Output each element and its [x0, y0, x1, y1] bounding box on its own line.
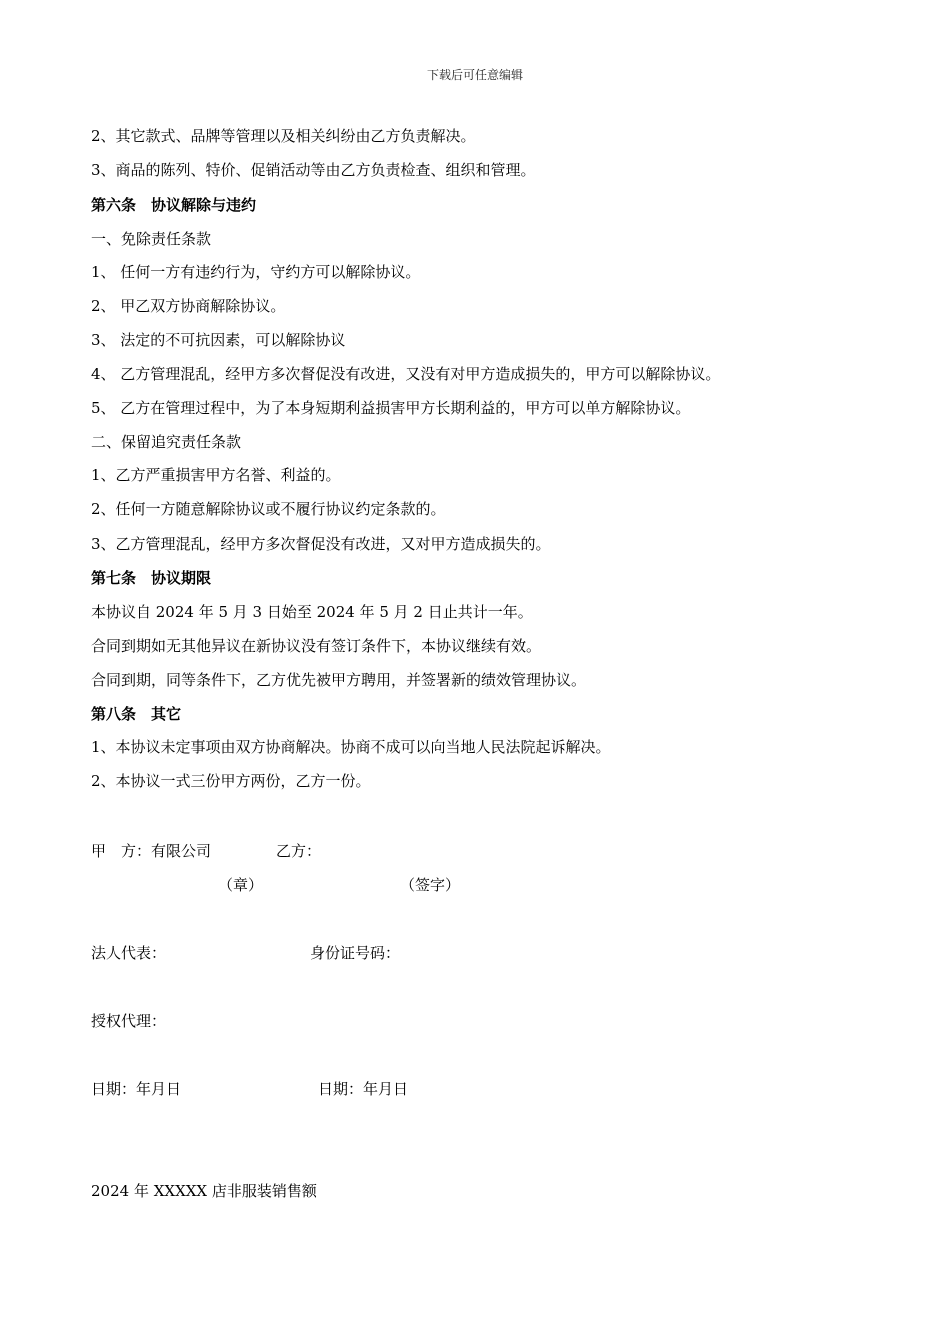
clause-line: 本协议自 2024 年 5 月 3 日始至 2024 年 5 月 2 日止共计一年。 — [91, 603, 533, 621]
clause-line: 2、 甲乙双方协商解除协议。 — [91, 297, 286, 315]
party-a-label: 甲 方：有限公司 — [91, 842, 212, 860]
clause-line: 1、本协议未定事项由双方协商解决。协商不成可以向当地人民法院起诉解决。 — [91, 738, 611, 756]
clause-line: 3、商品的陈列、特价、促销活动等由乙方负责检查、组织和管理。 — [91, 161, 536, 179]
id-number-label: 身份证号码： — [310, 944, 401, 962]
seal-label: （章） — [218, 876, 264, 894]
clause-line: 合同到期，同等条件下，乙方优先被甲方聘用，并签署新的绩效管理协议。 — [91, 671, 587, 689]
legal-rep-label: 法人代表： — [91, 944, 167, 962]
clause-line: 3、 法定的不可抗因素，可以解除协议 — [91, 331, 346, 349]
section-heading: 第七条 协议期限 — [91, 569, 212, 587]
clause-line: 2、任何一方随意解除协议或不履行协议约定条款的。 — [91, 500, 446, 518]
subsection-heading: 一、免除责任条款 — [91, 230, 212, 248]
page-header: 下载后可任意编辑 — [426, 68, 523, 82]
subsection-heading: 二、保留追究责任条款 — [91, 433, 242, 451]
clause-line: 4、 乙方管理混乱，经甲方多次督促没有改进，又没有对甲方造成损失的，甲方可以解除协议。 — [91, 365, 721, 383]
sign-label: （签字） — [400, 876, 461, 894]
clause-line: 合同到期如无其他异议在新协议没有签订条件下，本协议继续有效。 — [91, 637, 542, 655]
clause-line: 3、乙方管理混乱，经甲方多次督促没有改进，又对甲方造成损失的。 — [91, 535, 551, 553]
clause-line: 1、乙方严重损害甲方名誉、利益的。 — [91, 466, 341, 484]
clause-line: 2、本协议一式三份甲方两份，乙方一份。 — [91, 772, 371, 790]
clause-line: 5、 乙方在管理过程中，为了本身短期利益损害甲方长期利益的，甲方可以单方解除协议。 — [91, 399, 691, 417]
date-b-label: 日期：年月日 — [318, 1080, 409, 1098]
clause-line: 2、其它款式、品牌等管理以及相关纠纷由乙方负责解决。 — [91, 127, 476, 145]
section-heading: 第六条 协议解除与违约 — [91, 196, 257, 214]
agent-label: 授权代理： — [91, 1012, 167, 1030]
party-b-label: 乙方： — [276, 842, 322, 860]
clause-line: 1、 任何一方有违约行为，守约方可以解除协议。 — [91, 263, 421, 281]
footer-title: 2024 年 XXXXX 店非服装销售额 — [91, 1182, 317, 1200]
date-a-label: 日期：年月日 — [91, 1080, 182, 1098]
section-heading: 第八条 其它 — [91, 705, 182, 723]
